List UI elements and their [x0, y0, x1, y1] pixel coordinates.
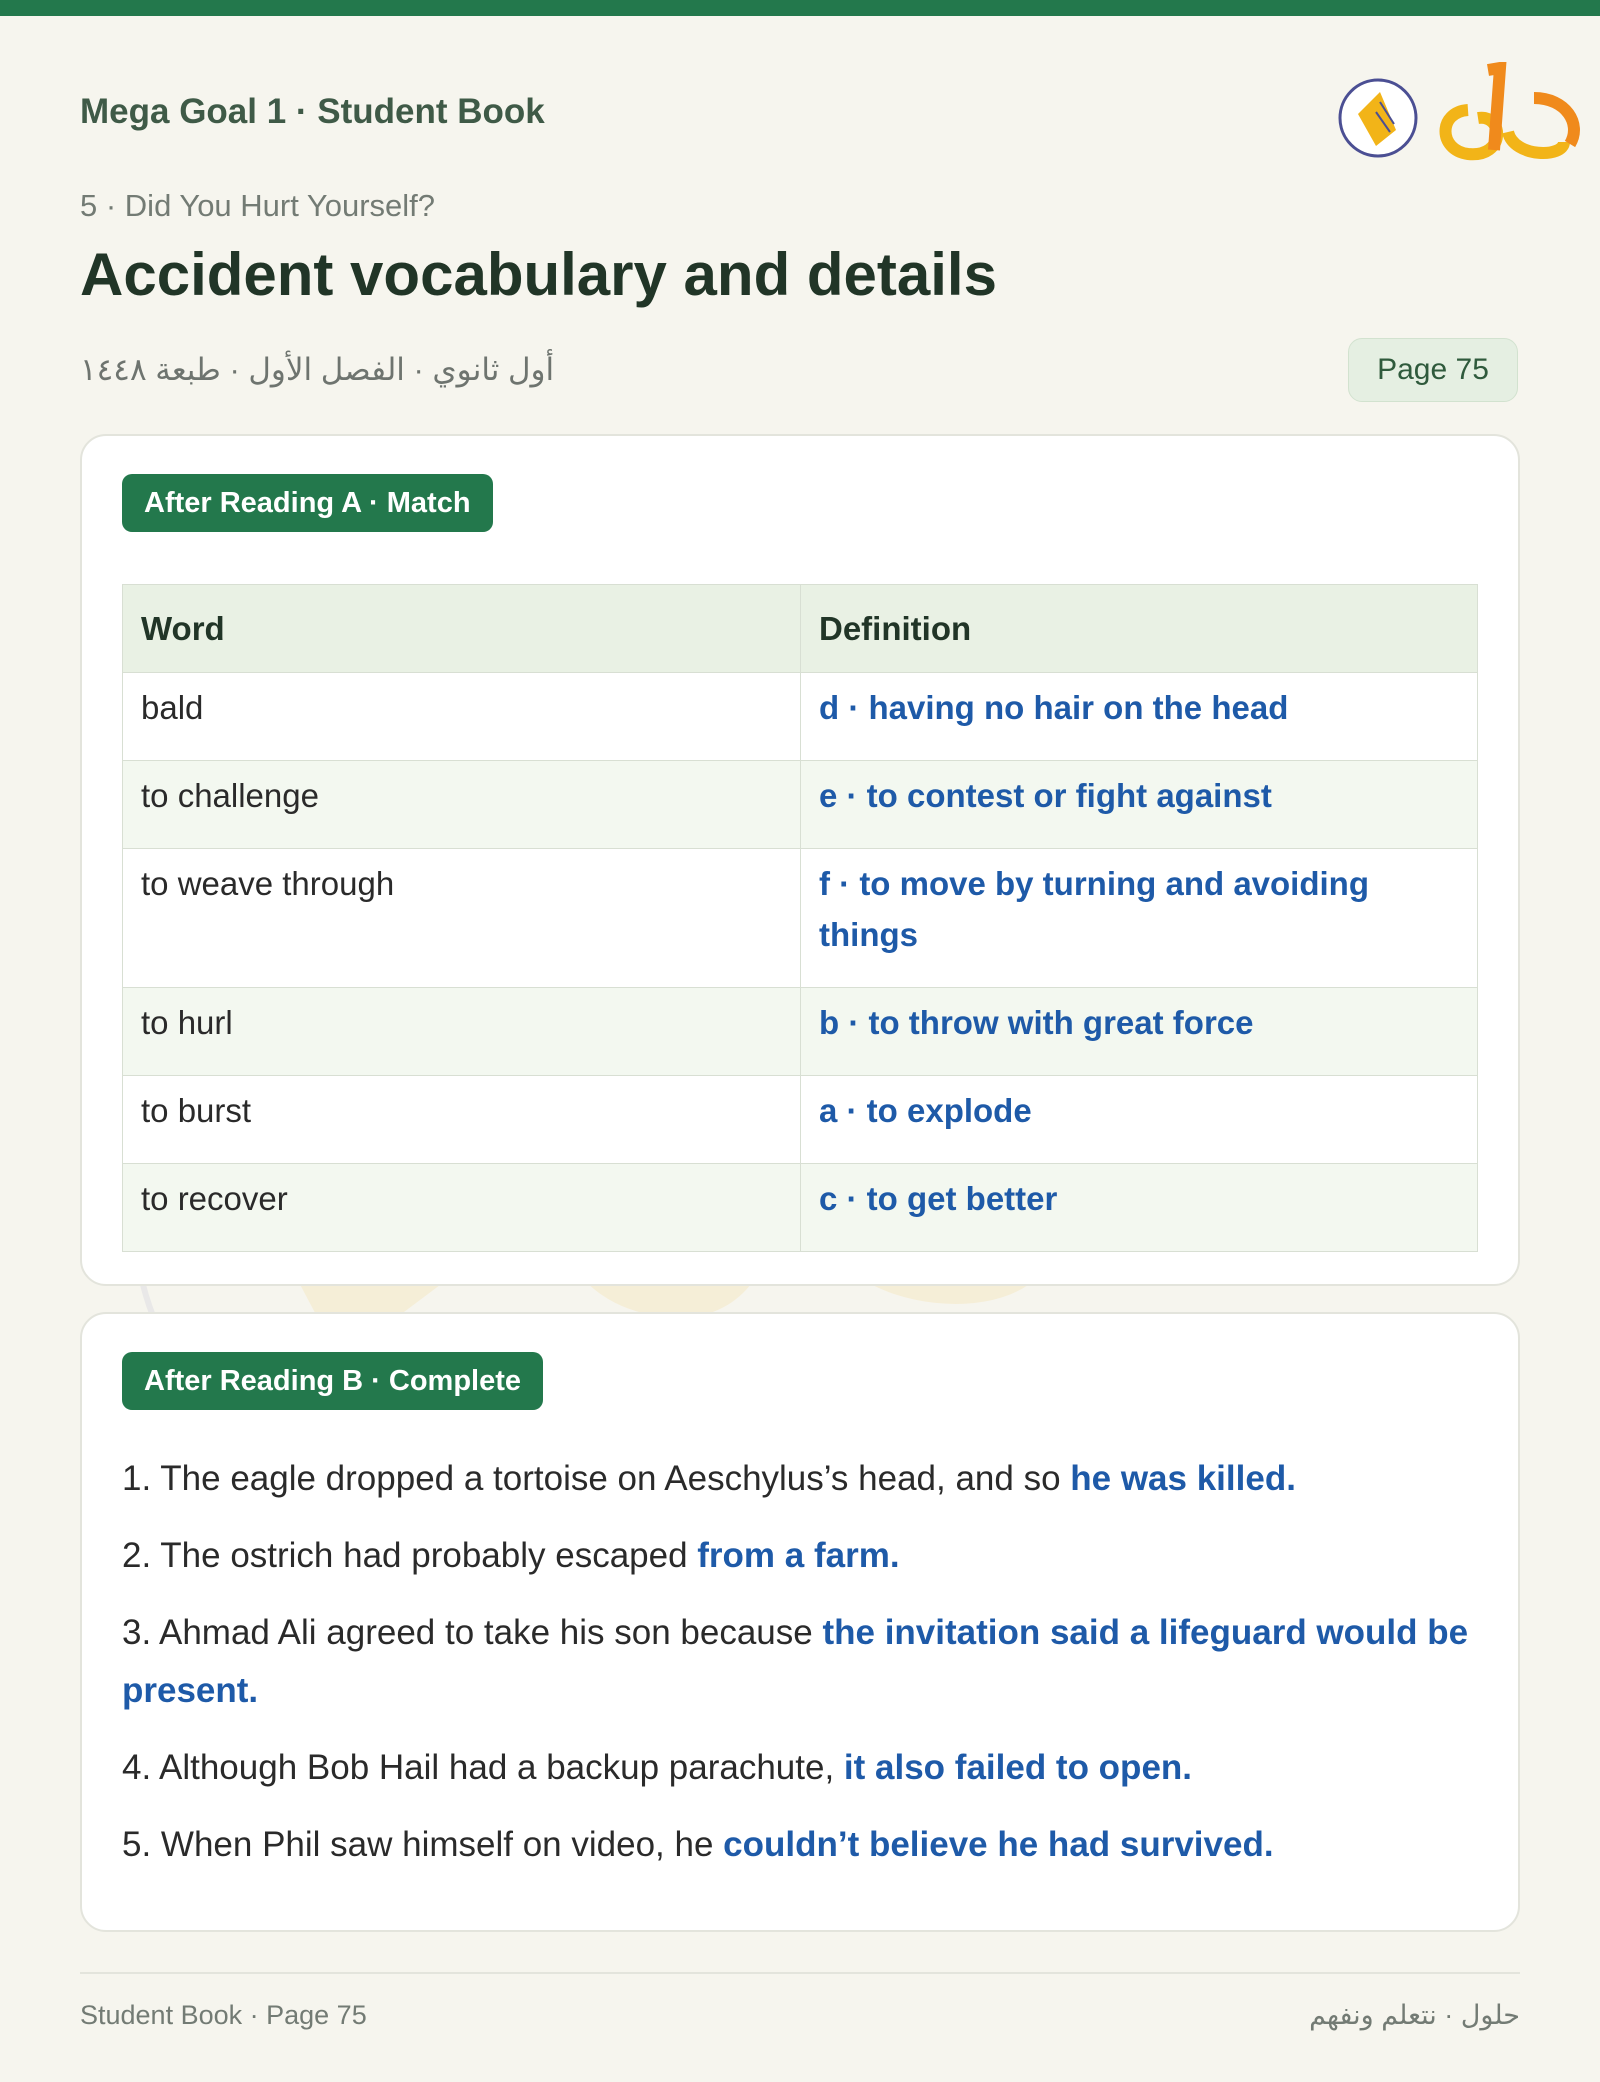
- list-item: [122, 1739, 1482, 1797]
- sentence-prompt: 2. The ostrich had probably escaped: [122, 1536, 698, 1575]
- sentence-answer: he was killed.: [1070, 1459, 1296, 1498]
- sentence-answer: from a farm.: [697, 1536, 900, 1575]
- definition-cell: e · to contest or fight against: [801, 761, 1478, 849]
- sentence-list: [122, 1450, 1482, 1893]
- sentence-prompt: 5. When Phil saw himself on video, he: [122, 1825, 724, 1864]
- sentence-answer: it also failed to open.: [843, 1748, 1193, 1787]
- section-a-label: After Reading A · Match: [122, 474, 493, 532]
- header: [80, 92, 1520, 132]
- word-cell: to recover: [123, 1164, 801, 1252]
- footer-page-label: Student Book · Page 75: [80, 2000, 367, 2030]
- unit-label: 5 · Did You Hurt Yourself?: [80, 188, 436, 223]
- complete-card: [80, 1312, 1520, 1932]
- footer-brand-tagline: حلول · نتعلم ونفهم: [1309, 2000, 1520, 2030]
- section-b-label: After Reading B · Complete: [122, 1352, 543, 1410]
- table-row: [123, 673, 1478, 761]
- arabic-grade-meta: أول ثانوي · الفصل الأول · طبعة ١٤٤٨: [80, 352, 555, 387]
- page-title: Accident vocabulary and details: [80, 241, 997, 308]
- sentence-prompt: 1. The eagle dropped a tortoise on Aeschylus’s head, and so: [122, 1459, 1071, 1498]
- table-row: [123, 988, 1478, 1076]
- word-cell: to burst: [123, 1076, 801, 1164]
- word-cell: bald: [123, 673, 801, 761]
- word-cell: to hurl: [123, 988, 801, 1076]
- sentence-answer: the invitation said a lifeguard would be present.: [122, 1613, 1469, 1710]
- book-flame-logo-icon: [1338, 62, 1588, 162]
- top-accent-bar: [0, 0, 1600, 16]
- sentence-prompt: 3. Ahmad Ali agreed to take his son because: [122, 1613, 823, 1652]
- vocabulary-table: [122, 584, 1478, 1252]
- sentence-prompt: 4. Although Bob Hail had a backup parachute,: [122, 1748, 844, 1787]
- word-cell: to weave through: [123, 849, 801, 988]
- definition-cell: a · to explode: [801, 1076, 1478, 1164]
- list-item: [122, 1604, 1482, 1720]
- sentence-answer: couldn’t believe he had survived.: [723, 1825, 1274, 1864]
- footer-divider: [80, 1972, 1520, 1974]
- page-number-badge: Page 75: [1348, 338, 1518, 402]
- definition-cell: d · having no hair on the head: [801, 673, 1478, 761]
- definition-cell: f · to move by turning and avoiding things: [801, 849, 1478, 988]
- column-header-definition: Definition: [801, 585, 1478, 673]
- list-item: [122, 1816, 1482, 1874]
- list-item: [122, 1450, 1482, 1508]
- table-row: [123, 849, 1478, 988]
- table-row: [123, 1164, 1478, 1252]
- list-item: [122, 1527, 1482, 1585]
- match-card: [80, 434, 1520, 1286]
- table-row: [123, 761, 1478, 849]
- book-title: Mega Goal 1 · Student Book: [80, 92, 545, 131]
- definition-cell: b · to throw with great force: [801, 988, 1478, 1076]
- table-row: [123, 1076, 1478, 1164]
- column-header-word: Word: [123, 585, 801, 673]
- word-cell: to challenge: [123, 761, 801, 849]
- definition-cell: c · to get better: [801, 1164, 1478, 1252]
